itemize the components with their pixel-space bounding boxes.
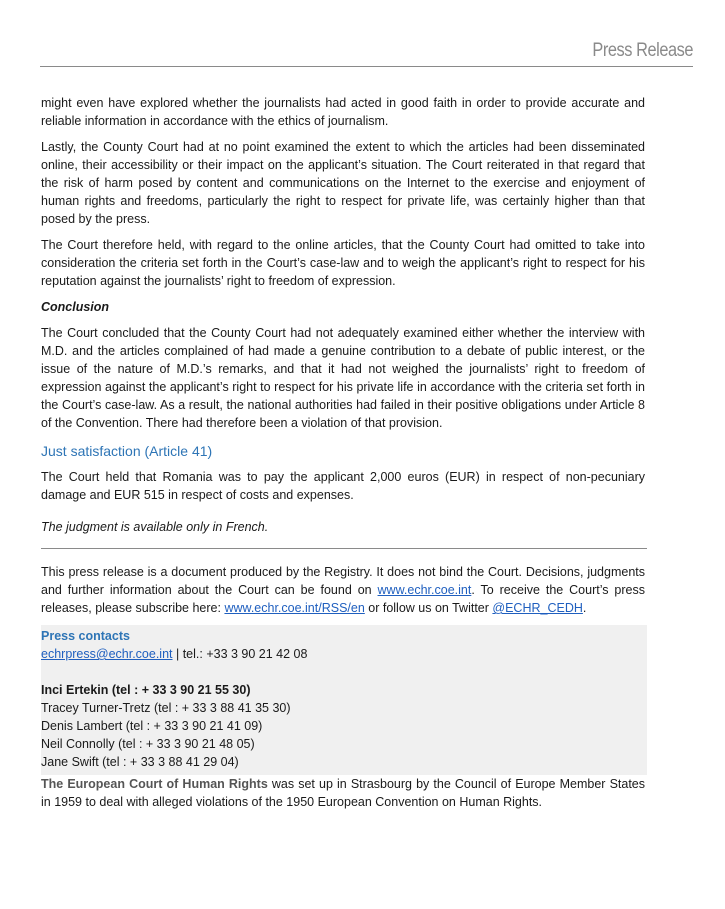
rss-link[interactable]: www.echr.coe.int/RSS/en: [224, 601, 365, 615]
paragraph: might even have explored whether the journalists had acted in good faith in order to provide accurate and reliable information in accordance with the ethics of journalism.: [41, 96, 645, 128]
conclusion-heading: Conclusion: [41, 300, 110, 314]
press-tel: | tel.: +33 3 90 21 42 08: [172, 647, 308, 661]
press-contacts-title: Press contacts: [41, 629, 130, 643]
paragraph: The Court held that Romania was to pay the applicant 2,000 euros (EUR) in respect of non-pecuniary damage and EUR 515 in respect of costs and expenses.: [41, 470, 645, 502]
press-contacts-box: [41, 625, 647, 775]
press-email-line: [41, 645, 647, 663]
registry-notice: [41, 563, 645, 617]
divider: [41, 548, 647, 549]
court-name: The European Court of Human Rights: [41, 777, 268, 791]
judgment-note: The judgment is available only in French.: [41, 520, 269, 534]
notice-text: .: [582, 601, 587, 615]
press-release-title: Press Release: [592, 40, 693, 61]
spacer: [41, 663, 647, 681]
contact-person: Jane Swift (tel : + 33 3 88 41 29 04): [41, 755, 239, 769]
paragraph: The Court concluded that the County Court had not adequately examined either whether the interview with M.D. and the articles complained of had made a genuine contribution to a debate of public interest, or the issue of the nature of M.D.’s remarks, and that it had not weighed the journalists’ right to freedom of expression against the applicant’s right to respect for his private life in accordance with the criteria set forth in the Court’s case-law. As a result, the national authorities had failed in their positive obligations under Article 8 of the Convention. There had therefore been a violation of that provision.: [41, 326, 645, 430]
notice-text: This press release is a document produced by the Registry. It does not bind the Court. Decisions, judgments and further information about the Court can be found on: [41, 565, 645, 597]
notice-text: . To receive the Court’s press releases, please subscribe here:: [41, 583, 646, 615]
court-description-text: was set up in Strasbourg by the Council of Europe Member States in 1959 to deal with alleged violations of the 1950 European Convention on Human Rights.: [41, 777, 646, 809]
contact-person: Inci Ertekin (tel : + 33 3 90 21 55 30): [41, 683, 251, 697]
contact-person: Denis Lambert (tel : + 33 3 90 21 41 09): [41, 719, 263, 733]
twitter-link[interactable]: @ECHR_CEDH: [492, 601, 583, 615]
section-title: Just satisfaction (Article 41): [41, 443, 213, 459]
echr-website-link[interactable]: www.echr.coe.int: [377, 583, 472, 597]
page-header: [40, 32, 693, 67]
contact-person: Neil Connolly (tel : + 33 3 90 21 48 05): [41, 737, 255, 751]
notice-text: or follow us on Twitter: [364, 601, 493, 615]
court-description: [41, 775, 645, 811]
paragraph: The Court therefore held, with regard to the online articles, that the County Court had omitted to take into consideration the criteria set forth in the Court’s case-law and to weigh the applicant’s right to respect for his reputation against the journalists’ right to freedom of expression.: [41, 238, 645, 288]
document-body: [41, 94, 645, 819]
contact-person: Tracey Turner-Tretz (tel : + 33 3 88 41 35 30): [41, 701, 291, 715]
paragraph: Lastly, the County Court had at no point examined the extent to which the articles had been disseminated online, their accessibility or their impact on the applicant’s situation. The Court reiterated in that regard that the risk of harm posed by content and communications on the Internet to the exercise and enjoyment of human rights and freedoms, particularly the right to respect for private life, was certainly higher than that posed by the press.: [41, 140, 645, 226]
press-email-link[interactable]: echrpress@echr.coe.int: [41, 647, 173, 661]
